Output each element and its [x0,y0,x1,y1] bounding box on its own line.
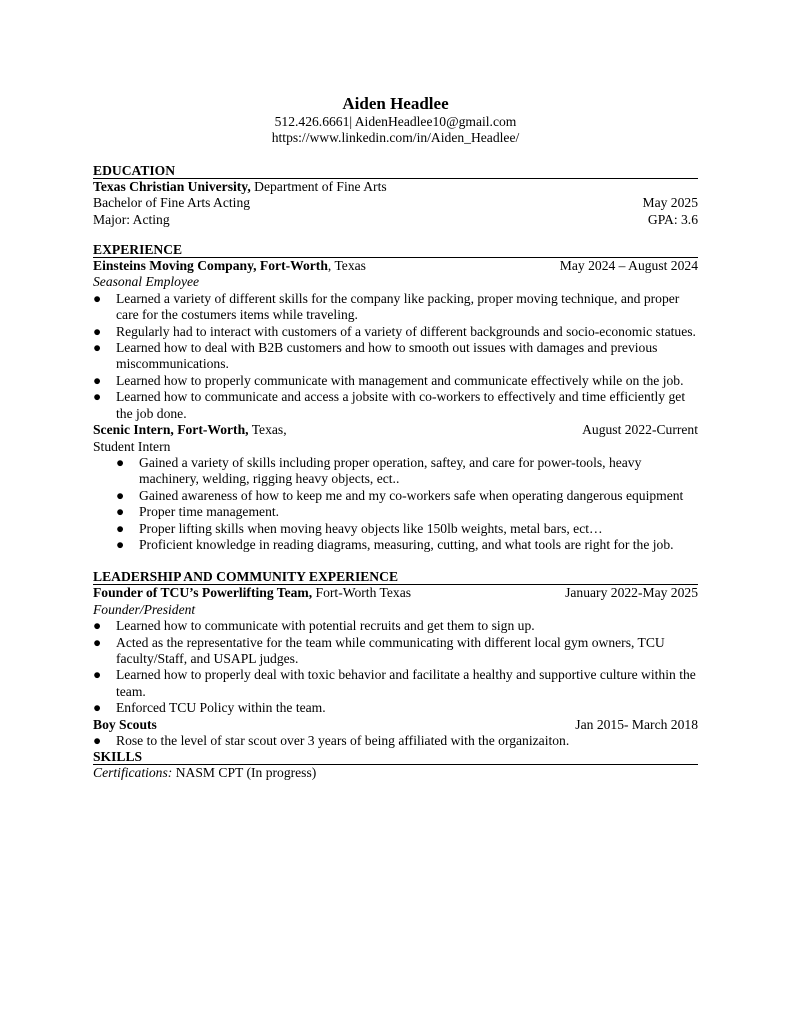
bullet-icon: ● [116,487,125,503]
leadership-header-row [93,717,698,733]
job-date: August 2022-Current [582,422,698,438]
list-item [93,389,698,422]
contact-line: 512.426.6661| AidenHeadlee10@gmail.com [274,114,517,129]
list-item [93,618,698,634]
bullet-text: Proficient knowledge in reading diagrams, measuring, cutting, and what tools are right for the job. [139,536,674,552]
list-item [93,733,698,749]
job-bullets [93,455,698,553]
bullet-text: Regularly had to interact with customers of a variety of different backgrounds and socio-economic statues. [116,323,696,339]
bullet-icon: ● [116,504,125,520]
school-name: Texas Christian University, [93,178,251,194]
candidate-name: Aiden Headlee [342,94,449,113]
bullet-text: Learned how to properly communicate with management and communicate effectively while on the job. [116,372,684,388]
skills-section [93,749,698,781]
job-location: Texas, [248,422,287,438]
bullet-text: Learned how to deal with B2B customers and how to smooth out issues with damages and previous miscommunications. [116,340,658,372]
bullet-icon: ● [93,372,102,388]
bullet-icon: ● [116,536,125,552]
section-title-skills: SKILLS [93,749,698,765]
job-location: , Texas [327,258,366,274]
bullet-text: Learned a variety of different skills for the company like packing, proper moving technique, and proper care for the costumers items while traveling. [116,290,680,323]
leadership-bullets [93,618,698,716]
bullet-text: Learned how to communicate with potential recruits and get them to sign up. [116,618,535,634]
job-entry [93,258,698,422]
section-title-leadership: LEADERSHIP AND COMMUNITY EXPERIENCE [93,569,698,585]
bullet-text: Learned how to communicate and access a jobsite with co-workers to effectively and time efficiently get the job done. [116,389,686,421]
bullet-icon: ● [93,667,102,683]
bullet-icon: ● [93,323,102,339]
list-item [93,700,698,716]
major: Major: Acting [93,211,170,227]
education-degree-row [93,195,698,211]
bullet-icon: ● [93,733,102,748]
list-item [93,504,698,520]
leadership-date: January 2022-May 2025 [565,585,698,601]
leadership-org: Founder of TCU’s Powerlifting Team, [93,585,313,601]
education-school-line [93,179,698,195]
leadership-bullets [93,733,698,749]
leadership-entry [93,717,698,750]
bullet-icon: ● [93,389,102,405]
section-title-education: EDUCATION [93,163,698,179]
certifications-label: Certifications: [93,765,173,781]
bullet-icon: ● [93,634,102,650]
leadership-location: Fort-Worth Texas [312,585,412,601]
education-major-row [93,212,698,228]
job-header-row [93,258,698,274]
job-date: May 2024 – August 2024 [559,258,698,274]
section-title-experience: EXPERIENCE [93,242,698,258]
certifications-value: NASM CPT (In progress) [172,765,317,781]
bullet-icon: ● [116,520,125,536]
school-department: Department of Fine Arts [250,178,387,194]
education-section [93,163,698,228]
leadership-section [93,569,698,749]
bullet-text: Gained a variety of skills including proper operation, saftey, and care for power-tools, heavy machinery, welding, rigging heavy objects, ect.. [139,454,642,487]
certifications-line [93,765,698,781]
leadership-role: Founder/President [93,601,196,617]
list-item [93,324,698,340]
list-item [93,373,698,389]
bullet-icon: ● [93,700,102,716]
bullet-text: Rose to the level of star scout over 3 years of being affiliated with the organizaiton. [116,733,570,748]
job-org: Scenic Intern, Fort-Worth, [93,422,249,438]
resume-header [93,94,698,147]
leadership-org: Boy Scouts [93,716,157,732]
list-item [93,291,698,324]
bullet-text: Acted as the representative for the team while communicating with different local gym owners, TCU faculty/Staff, and USAPL judges. [116,634,665,666]
degree: Bachelor of Fine Arts Acting [93,195,251,211]
gpa: GPA: 3.6 [647,211,698,227]
job-role: Student Intern [93,438,171,454]
list-item [93,488,698,504]
linkedin-url: https://www.linkedin.com/in/Aiden_Headlee/ [271,130,520,146]
bullet-icon: ● [93,340,102,356]
bullet-icon: ● [116,454,125,470]
job-role: Seasonal Employee [93,274,200,290]
bullet-icon: ● [93,618,102,634]
job-entry [93,422,698,553]
graduation-date: May 2025 [642,195,698,211]
leadership-entry [93,585,698,716]
leadership-date: Jan 2015- March 2018 [575,716,698,732]
bullet-text: Enforced TCU Policy within the team. [116,700,326,716]
bullet-icon: ● [93,290,102,306]
list-item [93,537,698,553]
list-item [93,455,698,488]
job-header-row [93,422,698,438]
list-item [93,521,698,537]
resume-content [93,94,698,782]
bullet-text: Proper time management. [139,504,280,520]
leadership-header-row [93,585,698,601]
job-org: Einsteins Moving Company, Fort-Worth [93,258,328,274]
bullet-text: Learned how to properly deal with toxic behavior and facilitate a healthy and supportive culture within the team. [116,667,696,699]
bullet-text: Proper lifting skills when moving heavy objects like 150lb weights, metal bars, ect… [139,520,603,536]
list-item [93,340,698,373]
bullet-text: Gained awareness of how to keep me and my co-workers safe when operating dangerous equipment [139,487,684,503]
experience-section [93,242,698,553]
job-bullets [93,291,698,422]
list-item [93,667,698,700]
list-item [93,635,698,668]
